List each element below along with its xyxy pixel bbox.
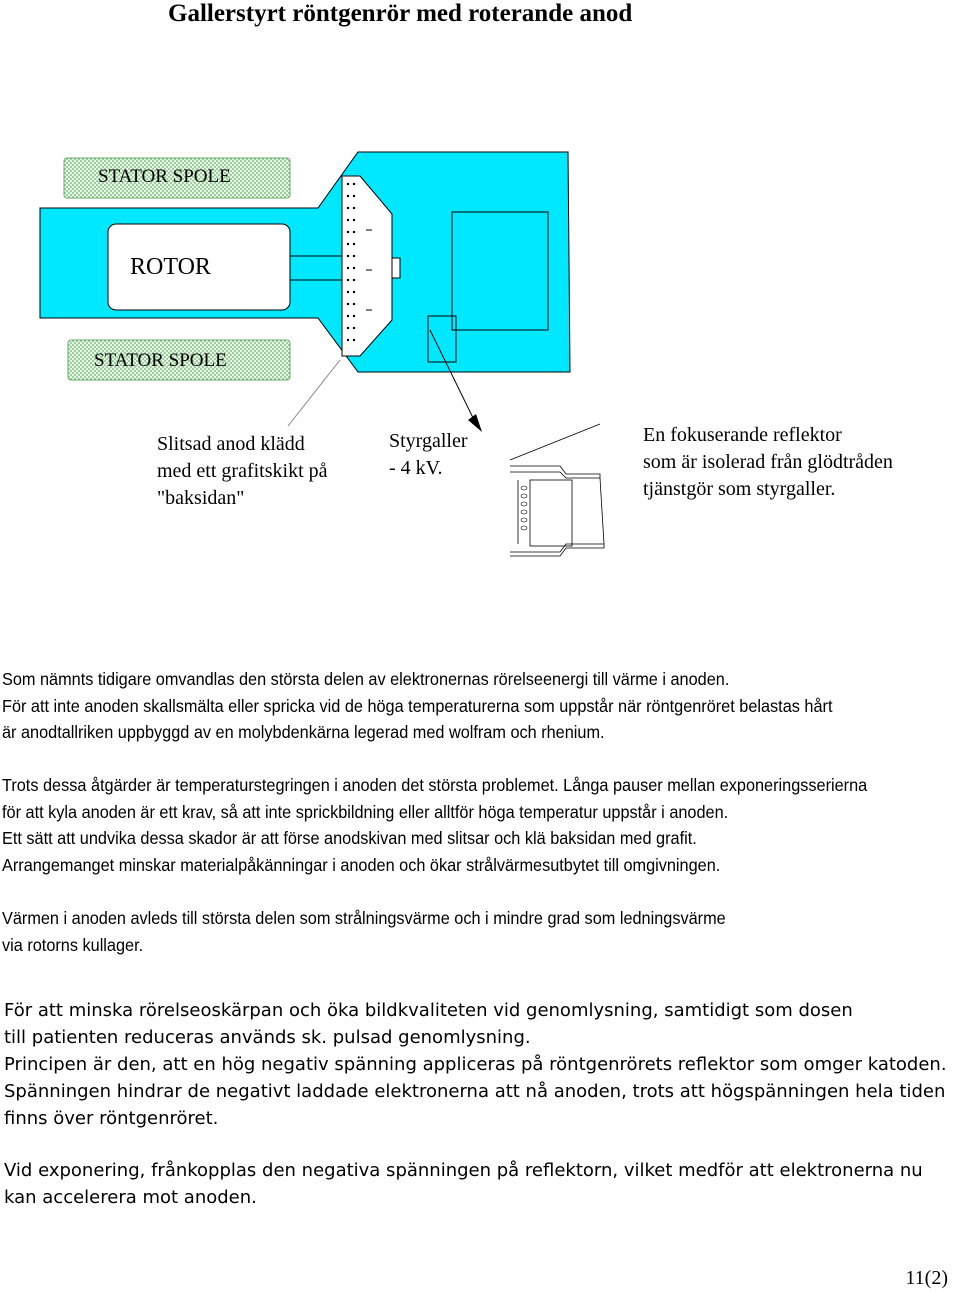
paragraph-temperature: Trots dessa åtgärder är temperaturstegringen i anoden det största problemet. Långa pauser mellan exponeringsserierna för att kyla anoden är ett krav, så att inte sprickbildning eller alltför höga temperatur uppstår i anoden. Ett sätt att undvika dessa skador är att förse anodskivan med slitsar och klä baksidan med grafit. Arrangemanget minskar materialpåkänningar i anoden och ökar strålvärmesutbytet till omgivningen. [2,775,868,875]
paragraph-exposure: Vid exponering, frånkopplas den negativa spänningen på reflektorn, vilket medför att elektronerna nu kan accelerera mot anoden. [4,1160,923,1208]
reflector-detail-sketch [510,424,604,556]
page-number: 11(2) [905,1267,948,1289]
paragraph-heat-dissipation: Värmen i anoden avleds till största delen som strålningsvärme och i mindre grad som ledningsvärme via rotorns kullager. [2,908,726,955]
anode-label: Slitsad anod klädd med ett grafitskikt på "baksidan" [157,433,328,509]
reflector-label: En fokuserande reflektor som är isolerad från glödtråden tjänstgör som styrgaller. [643,424,893,500]
page-title: Gallerstyrt röntgenrör med roterande anod [168,0,633,27]
stator-bottom-label: STATOR SPOLE [94,350,227,371]
stator-top-label: STATOR SPOLE [98,166,231,187]
rotor-label: ROTOR [130,254,211,280]
paragraph-pulsed-fluoroscopy: För att minska rörelseoskärpan och öka bildkvaliteten vid genomlysning, samtidigt som dosen till patienten reduceras används sk. pulsad genomlysning. Principen är den, att en hög negativ spänning appliceras på röntgenrörets reflektor som omger katoden. Spänningen hindrar de negativt laddade elektronerna att nå anoden, trots att högspänningen hela tiden finns över röntgenröret. [4,1000,947,1129]
paragraph-anode-heat: Som nämnts tidigare omvandlas den största delen av elektronernas rörelseenergi till värme i anoden. För att inte anoden skallsmälta eller spricka vid de höga temperaturerna som uppstår när röntgenröret belastas hårt är anodtallriken uppbyggd av en molybdenkärna legerad med wolfram och rhenium. [2,669,833,742]
grid-label: Styrgaller - 4 kV. [389,430,468,479]
